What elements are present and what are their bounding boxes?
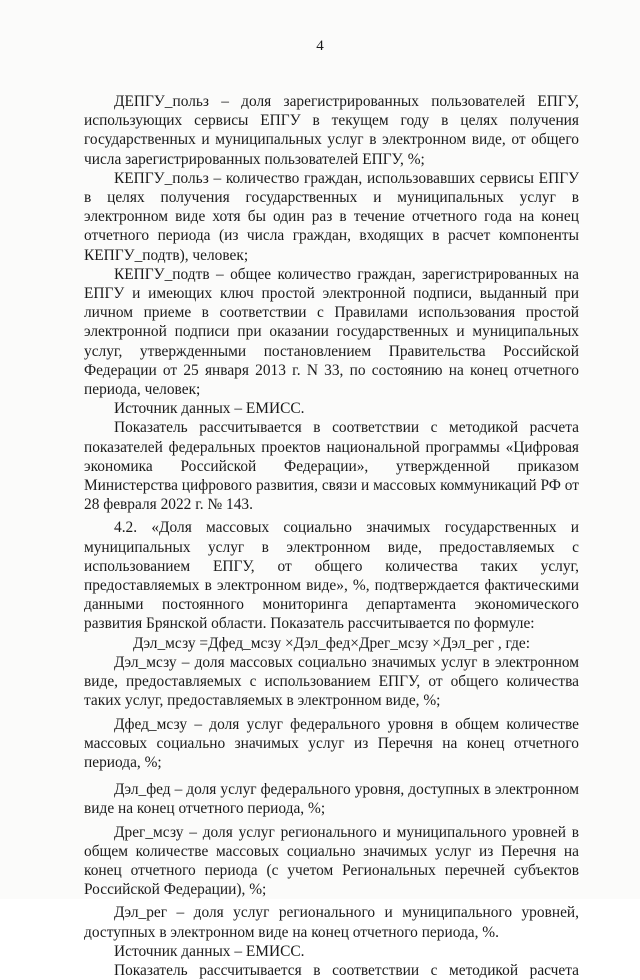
formula: Дэл_мсзу =Дфед_мсзу ×Дэл_фед×Дрег_мсзу ×Дэл_рег , где: [132,634,531,652]
paragraph-del-mszu: Дэл_мсзу – доля массовых социально значимых услуг в электронном виде, предоставляемых с использованием ЕПГУ, от общего количества таких услуг, предоставляемых в электронном виде, %; [84,653,579,710]
paragraph-indicator-4-2: 4.2. «Доля массовых социально значимых государственных и муниципальных услуг в электронном виде, предоставляемых с использованием ЕПГУ, от общего количества таких услуг, предоставляемых в электронном виде», %, подтверждается фактическими данными постоянного мониторинга департамента экономического развития Брянской области. Показатель рассчитывается по формуле: [84,519,579,633]
page-number: 4 [316,38,324,54]
paragraph-del-reg: Дэл_рег – доля услуг регионального и муниципального уровней, доступных в электронном виде на конец отчетного периода, %. [84,904,579,941]
paragraph-kepgu-podtv: КЕПГУ_подтв – общее количество граждан, зарегистрированных на ЕПГУ и имеющих ключ простой электронной подписи, выданный при личном приеме в соответствии с Правилами использования простой электронной подписи при оказании государственных и муниципальных услуг, утвержденными постановлением Правительства Российской Федерации от 25 января 2013 г. N 33, по состоянию на конец отчетного периода, человек; [84,265,579,399]
paragraph-methodology-2: Показатель рассчитывается в соответствии с методикой расчета [114,961,579,979]
paragraph-kepgu-polz: КЕПГУ_польз – количество граждан, использовавших сервисы ЕПГУ в целях получения государственных и муниципальных услуг в электронном виде хотя бы один раз в течение отчетного года на конец отчетного периода (из числа граждан, входящих в расчет компоненты КЕПГУ_подтв), человек; [84,169,579,264]
paragraph-del-fed: Дэл_фед – доля услуг федерального уровня, доступных в электронном виде на конец отчетного периода, %; [84,781,579,818]
paragraph-depgu-polz: ДЕПГУ_польз – доля зарегистрированных пользователей ЕПГУ, использующих сервисы ЕПГУ в текущем году в целях получения государственных и муниципальных услуг в электронном виде, от общего числа зарегистрированных пользователей ЕПГУ, %; [84,93,579,168]
paragraph-data-source-1: Источник данных – ЕМИСС. [114,400,305,418]
paragraph-dreg-mszu: Дрег_мсзу – доля услуг регионального и муниципального уровней в общем количестве массовых социально значимых услуг из Перечня на конец отчетного периода (с учетом Региональных перечней субъектов Российской Федерации), %; [84,823,579,899]
paragraph-data-source-2: Источник данных – ЕМИСС. [114,942,305,960]
paragraph-dfed-mszu: Дфед_мсзу – доля услуг федерального уровня в общем количестве массовых социально значимых услуг из Перечня на конец отчетного периода, %; [84,715,579,771]
document-body [84,92,579,980]
paragraph-methodology-1: Показатель рассчитывается в соответствии с методикой расчета показателей федеральных проектов национальной программы «Цифровая экономика Российской Федерации», утвержденной приказом Министерства цифрового развития, связи и массовых коммуникаций РФ от 28 февраля 2022 г. № 143. [84,419,579,514]
